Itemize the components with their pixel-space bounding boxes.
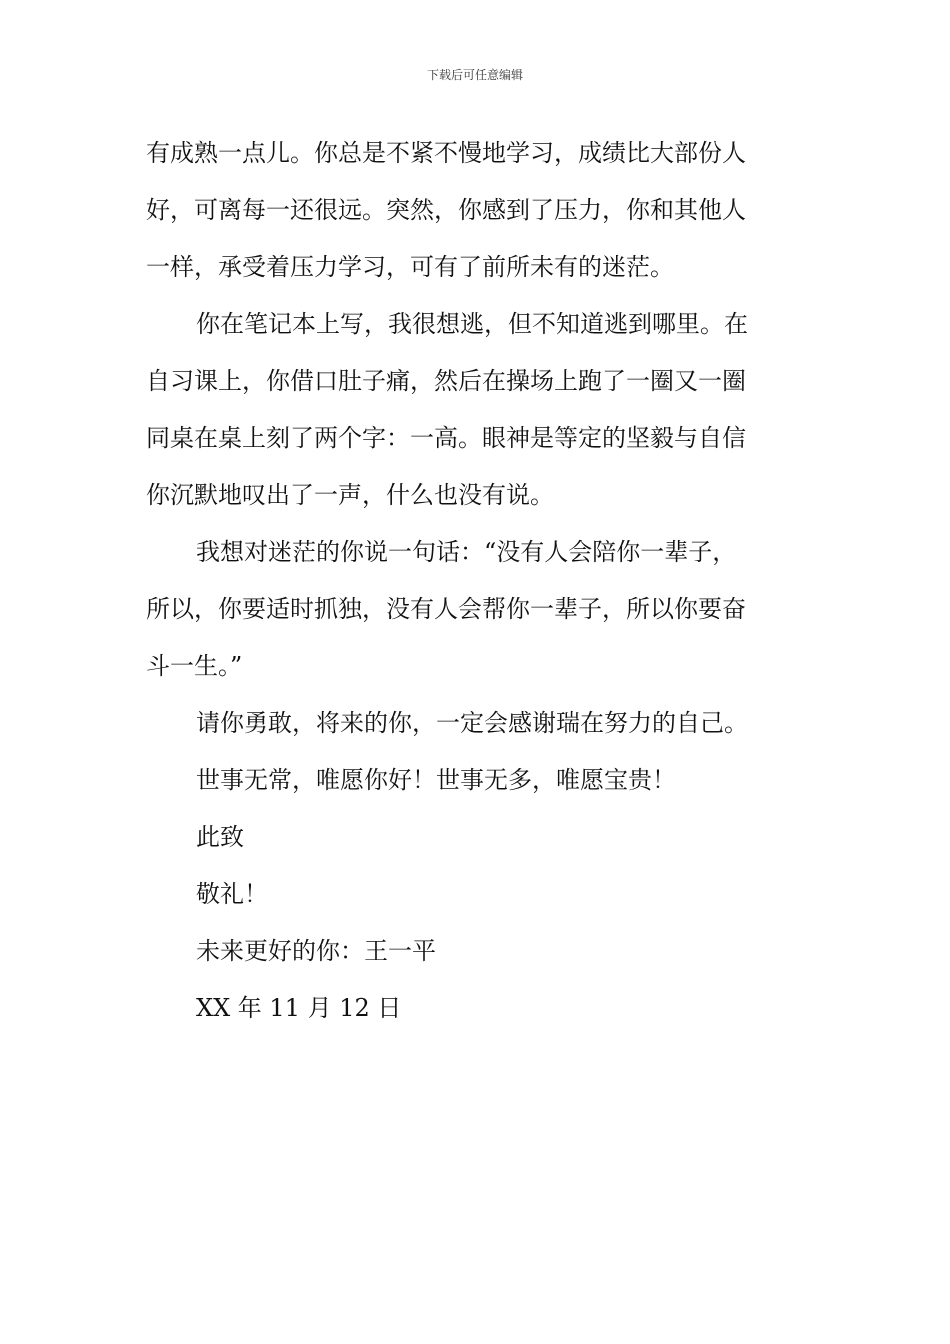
closing-regards: 敬礼！ — [196, 880, 268, 908]
closing-salutation: 此致 — [196, 823, 244, 851]
paragraph-line: 同桌在桌上刻了两个字：一高。眼神是等定的坚毅与自信 — [146, 424, 746, 452]
paragraph-line: 有成熟一点儿。你总是不紧不慢地学习，成绩比大部份人 — [146, 139, 746, 167]
paragraph-line: 请你勇敢，将来的你，一定会感谢瑞在努力的自己。 — [196, 709, 748, 737]
letter-body — [146, 125, 806, 1037]
paragraph-line: 你在笔记本上写，我很想逃，但不知道逃到哪里。在 — [196, 310, 748, 338]
paragraph-line: 自习课上，你借口肚子痛，然后在操场上跑了一圈又一圈 — [146, 367, 746, 395]
paragraph-line: 我想对迷茫的你说一句话：“没有人会陪你一辈子， — [196, 538, 737, 566]
paragraph-line: 斗一生。” — [146, 652, 243, 680]
page-header: 下载后可任意编辑 — [426, 68, 523, 82]
paragraph-line: 一样，承受着压力学习，可有了前所未有的迷茫。 — [146, 253, 674, 281]
paragraph-line: 好，可离每一还很远。突然，你感到了压力，你和其他人 — [146, 196, 746, 224]
paragraph-line: 你沉默地叹出了一声，什么也没有说。 — [146, 481, 554, 509]
paragraph-line: 所以，你要适时抓独，没有人会帮你一辈子，所以你要奋 — [146, 595, 746, 623]
signature: 未来更好的你：王一平 — [196, 937, 436, 965]
letter-date: XX 年 11 月 12 日 — [196, 994, 402, 1022]
paragraph-line: 世事无常，唯愿你好！世事无多，唯愿宝贵！ — [196, 766, 676, 794]
